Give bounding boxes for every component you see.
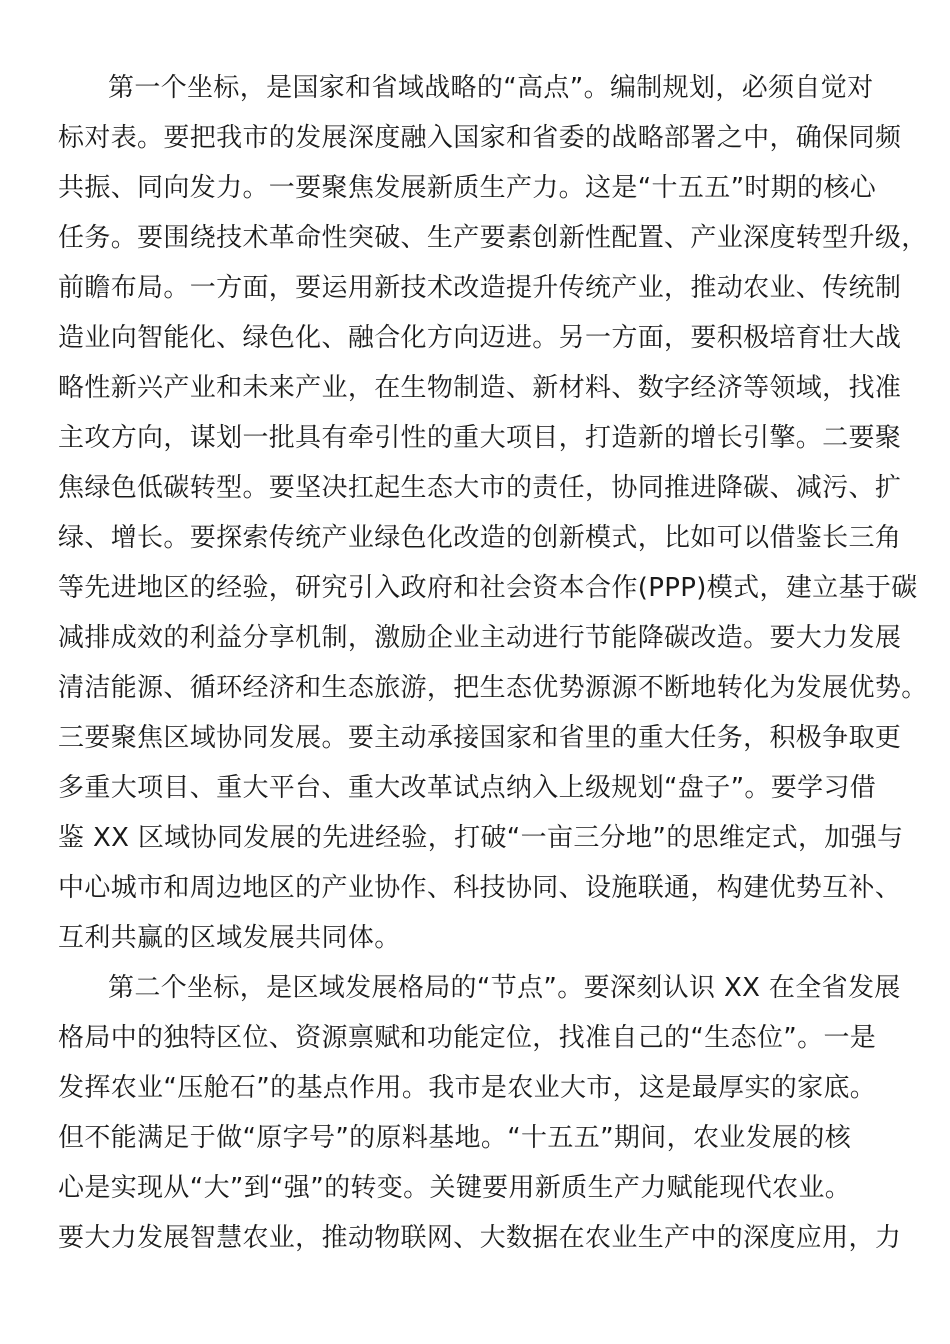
text-line: 多重大项目、重大平台、重大改革试点纳入上级规划“盘子”。要学习借 — [58, 773, 877, 803]
text-line: 减排成效的利益分享机制，激励企业主动进行节能降碳改造。要大力发展 — [58, 623, 902, 653]
text-line: 标对表。要把我市的发展深度融入国家和省委的战略部署之中，确保同频 — [58, 123, 902, 153]
text-line: 发挥农业“压舱石”的基点作用。我市是农业大市，这是最厚实的家底。 — [58, 1073, 877, 1103]
text-line: 第一个坐标，是国家和省域战略的“高点”。编制规划，必须自觉对 — [108, 73, 874, 103]
text-line: 焦绿色低碳转型。要坚决扛起生态大市的责任，协同推进降碳、减污、扩 — [58, 473, 902, 503]
text-line: 鉴 XX 区域协同发展的先进经验，打破“一亩三分地”的思维定式，加强与 — [58, 823, 904, 853]
text-line: 略性新兴产业和未来产业，在生物制造、新材料、数字经济等领域，找准 — [58, 373, 902, 403]
text-line: 中心城市和周边地区的产业协作、科技协同、设施联通，构建优势互补、 — [58, 873, 902, 903]
text-line: 格局中的独特区位、资源禀赋和功能定位，找准自己的“生态位”。一是 — [58, 1023, 877, 1053]
text-line: 心是实现从“大”到“强”的转变。关键要用新质生产力赋能现代农业。 — [58, 1173, 852, 1203]
text-line: 等先进地区的经验，研究引入政府和社会资本合作(PPP)模式，建立基于碳 — [58, 573, 918, 603]
text-line: 互利共赢的区域发展共同体。 — [58, 923, 401, 953]
text-line: 前瞻布局。一方面，要运用新技术改造提升传统产业，推动农业、传统制 — [58, 273, 902, 303]
text-line: 主攻方向，谋划一批具有牵引性的重大项目，打造新的增长引擎。二要聚 — [58, 423, 902, 453]
text-line: 要大力发展智慧农业，推动物联网、大数据在农业生产中的深度应用，力 — [58, 1223, 902, 1253]
text-line: 绿、增长。要探索传统产业绿色化改造的创新模式，比如可以借鉴长三角 — [58, 523, 902, 553]
text-line: 共振、同向发力。一要聚焦发展新质生产力。这是“十五五”时期的核心 — [58, 173, 877, 203]
text-line: 三要聚焦区域协同发展。要主动承接国家和省里的重大任务，积极争取更 — [58, 723, 902, 753]
text-line: 造业向智能化、绿色化、融合化方向迈进。另一方面，要积极培育壮大战 — [58, 323, 902, 353]
text-line: 清洁能源、循环经济和生态旅游，把生态优势源源不断地转化为发展优势。 — [58, 673, 928, 703]
text-line: 任务。要围绕技术革命性突破、生产要素创新性配置、产业深度转型升级， — [58, 223, 928, 253]
text-line: 但不能满足于做“原字号”的原料基地。“十五五”期间，农业发展的核 — [58, 1123, 852, 1153]
text-line: 第二个坐标，是区域发展格局的“节点”。要深刻认识 XX 在全省发展 — [108, 973, 901, 1003]
